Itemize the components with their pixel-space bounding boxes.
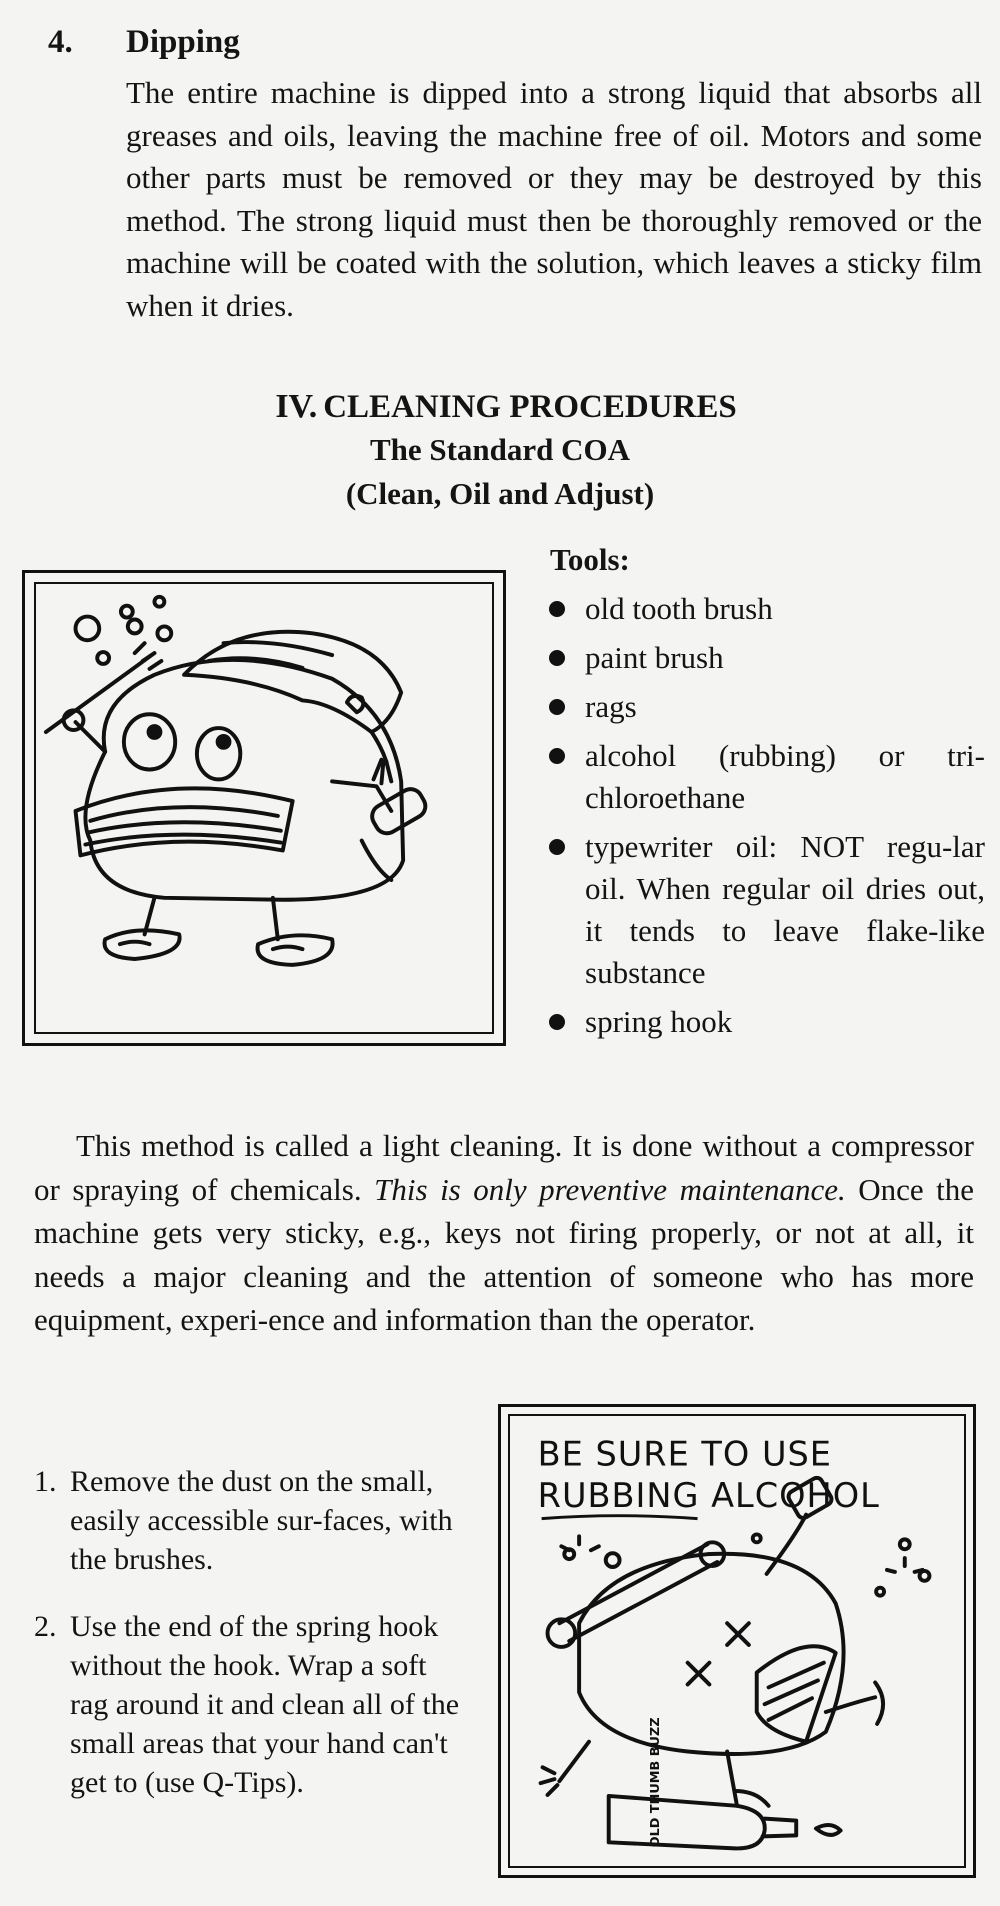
- section-number: 4.: [48, 24, 73, 60]
- section-title: Dipping: [126, 24, 240, 60]
- bullet-icon: [549, 650, 565, 666]
- cartoon-caption-line-1: BE SURE TO USE: [537, 1434, 832, 1474]
- subheading-standard-coa: The Standard COA: [369, 432, 631, 467]
- light-cleaning-paragraph: [34, 1124, 974, 1342]
- bullet-icon: [549, 748, 565, 764]
- rubbing-alcohol-cartoon-frame: [498, 1404, 976, 1878]
- sleepy-typewriter-illustration: [36, 584, 492, 1032]
- step-number: 2.: [34, 1610, 57, 1643]
- step-item: [24, 1607, 466, 1802]
- step-text: Use the end of the spring hook without the hook. Wrap a soft rag around it and clean all of the small areas that your hand can't get to (use Q-Tips).: [70, 1610, 460, 1799]
- chapter-roman-numeral: IV.: [275, 388, 318, 425]
- dipping-paragraph: The entire machine is dipped into a strong liquid that absorbs all greases and oils, leaving the machine free of oil. Motors and some other parts must be removed or they may be destroyed by this method. The strong liquid must then be thoroughly removed or the machine will be coated with the solution, which leaves a sticky film when it dries.: [126, 75, 982, 323]
- chapter-heading: [0, 388, 1000, 426]
- tool-text: paint brush: [585, 640, 724, 675]
- subheading-clean-oil-adjust: (Clean, Oil and Adjust): [345, 476, 655, 511]
- list-item: [545, 637, 985, 679]
- step-text: Remove the dust on the small, easily accessible sur-faces, with the brushes.: [70, 1465, 453, 1576]
- bullet-icon: [549, 601, 565, 617]
- step-item: [24, 1462, 466, 1579]
- list-item: [545, 588, 985, 630]
- typewriter-cartoon-inner-border: [34, 582, 494, 1034]
- cartoon-caption-line-2: RUBBING ALCOHOL: [537, 1475, 880, 1515]
- tools-label: Tools:: [550, 542, 630, 577]
- light-cleaning-text-2: Once the machine gets very sticky, e.g., keys not firing properly, or not at all, it needs a major cleaning and the attention of someone who has more equipment, experi-ence and information than the operator.: [34, 1171, 975, 1337]
- list-item: [545, 686, 985, 728]
- preventive-maintenance-emphasis: This is only preventive maintenance.: [374, 1171, 846, 1207]
- tool-text: rags: [585, 689, 637, 724]
- step-number: 1.: [34, 1465, 57, 1498]
- rubbing-alcohol-cartoon-inner-border: [508, 1414, 966, 1868]
- bullet-icon: [549, 699, 565, 715]
- tool-text: alcohol (rubbing) or tri-chloroethane: [585, 738, 985, 815]
- tool-text: typewriter oil: NOT regu-lar oil. When regular oil dries out, it tends to leave flake-like substance: [585, 829, 985, 990]
- tools-list: [545, 588, 985, 1050]
- drunk-typewriter-illustration: [510, 1416, 964, 1866]
- list-item: [545, 735, 985, 819]
- light-cleaning-text-1: This method is called a light cleaning. It is done without a compressor or spraying of chemicals.: [34, 1128, 974, 1207]
- bullet-icon: [549, 839, 565, 855]
- bottle-label: OLD THUMB BUZZ: [648, 1717, 664, 1848]
- list-item: [545, 826, 985, 994]
- tool-text: old tooth brush: [585, 591, 773, 626]
- tool-text: spring hook: [585, 1004, 733, 1039]
- typewriter-cartoon-frame: [22, 570, 506, 1046]
- bullet-icon: [549, 1014, 565, 1030]
- chapter-title: CLEANING PROCEDURES: [323, 389, 737, 425]
- cleaning-steps: [24, 1462, 466, 1830]
- list-item: [545, 1001, 985, 1043]
